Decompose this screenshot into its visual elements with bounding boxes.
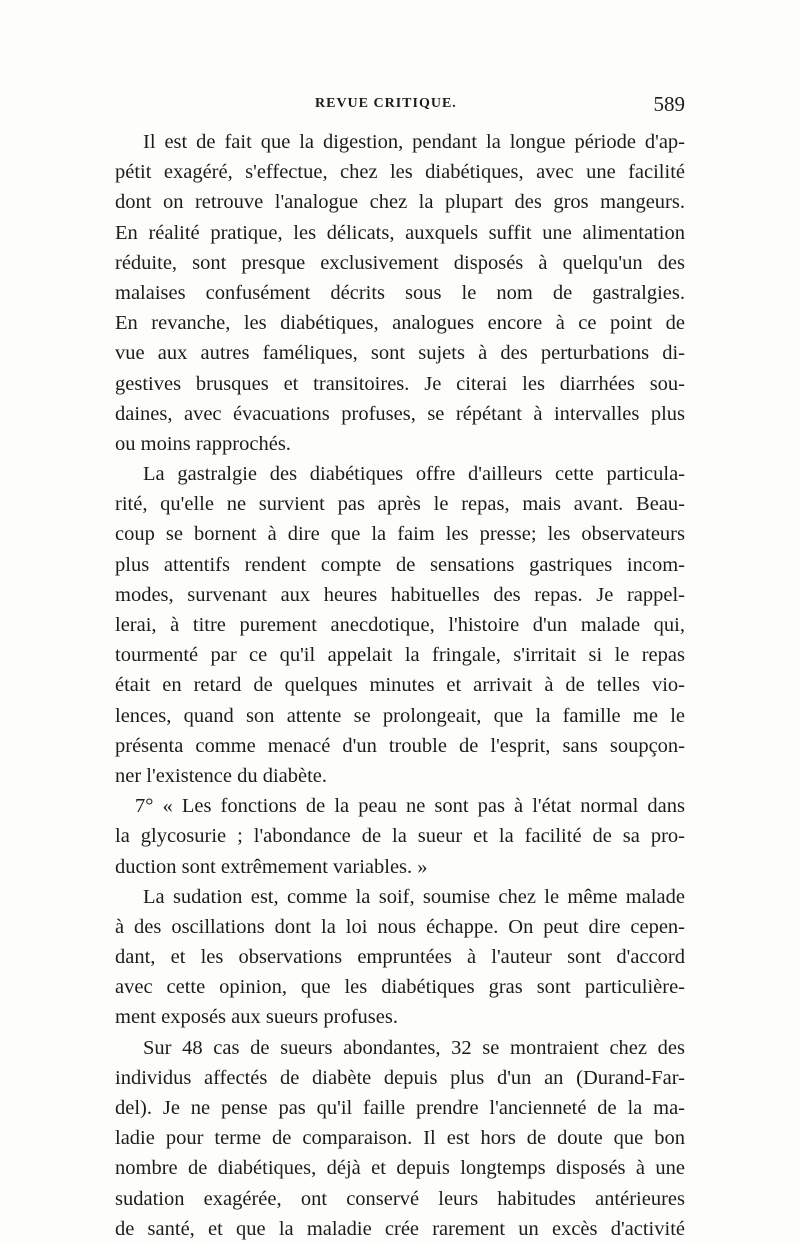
text-line: avec cette opinion, que les diabétiques gras sont particulière- bbox=[115, 976, 685, 999]
text-line: La sudation est, comme la soif, soumise chez le même malade bbox=[143, 885, 685, 908]
text-line: ment exposés aux sueurs profuses. bbox=[115, 1006, 398, 1029]
text-line: réduite, sont presque exclusivement disposés à quelqu'un des bbox=[115, 251, 685, 274]
page-header bbox=[115, 92, 685, 124]
text-line: dont on retrouve l'analogue chez la plupart des gros mangeurs. bbox=[115, 191, 685, 214]
text-line: ou moins rapprochés. bbox=[115, 432, 291, 455]
text-line: pétit exagéré, s'effectue, chez les diabétiques, avec une facilité bbox=[115, 161, 685, 184]
text-line: En revanche, les diabétiques, analogues encore à ce point de bbox=[115, 312, 685, 335]
text-line: rité, qu'elle ne survient pas après le repas, mais avant. Beau- bbox=[115, 493, 685, 516]
text-line: présenta comme menacé d'un trouble de l'esprit, sans soupçon- bbox=[115, 734, 685, 757]
text-line: lences, quand son attente se prolongeait, que la famille me le bbox=[115, 704, 685, 727]
text-line: En réalité pratique, les délicats, auxquels suffit une alimentation bbox=[115, 221, 685, 244]
text-line: del). Je ne pense pas qu'il faille prendre l'ancienneté de la ma- bbox=[115, 1097, 685, 1119]
running-head: REVUE CRITIQUE. bbox=[315, 96, 457, 111]
text-line: individus affectés de diabète depuis plus d'un an (Durand-Far- bbox=[115, 1066, 685, 1089]
text-line: à des oscillations dont la loi nous échappe. On peut dire cepen- bbox=[115, 915, 685, 938]
text-line: la glycosurie ; l'abondance de la sueur et la facilité de sa pro- bbox=[115, 825, 685, 848]
text-line: daines, avec évacuations profuses, se répétant à intervalles plus bbox=[115, 402, 685, 425]
text-line: Il est de fait que la digestion, pendant la longue période d'ap- bbox=[143, 131, 685, 153]
text-line: lerai, à titre purement anecdotique, l'histoire d'un malade qui, bbox=[115, 614, 685, 636]
text-line: malaises confusément décrits sous le nom de gastralgies. bbox=[115, 281, 685, 304]
text-line: ner l'existence du diabète. bbox=[115, 764, 328, 787]
text-line: vue aux autres faméliques, sont sujets à des perturbations di- bbox=[115, 342, 685, 365]
text-line: gestives brusques et transitoires. Je citerai les diarrhées sou- bbox=[115, 372, 685, 395]
text-line: plus attentifs rendent compte de sensations gastriques incom- bbox=[115, 553, 685, 576]
text-line: nombre de diabétiques, déjà et depuis longtemps disposés à une bbox=[115, 1157, 685, 1180]
text-line: sudation exagérée, ont conservé leurs habitudes antérieures bbox=[115, 1187, 685, 1210]
text-line: dant, et les observations empruntées à l'auteur sont d'accord bbox=[115, 946, 685, 969]
text-line: Sur 48 cas de sueurs abondantes, 32 se montraient chez des bbox=[143, 1036, 685, 1059]
body-text bbox=[115, 127, 685, 1244]
text-line: modes, survenant aux heures habituelles des repas. Je rappel- bbox=[115, 583, 685, 606]
text-line: La gastralgie des diabétiques offre d'ailleurs cette particula- bbox=[143, 463, 685, 486]
text-line: ladie pour terme de comparaison. Il est hors de doute que bon bbox=[115, 1127, 685, 1150]
text-line: coup se bornent à dire que la faim les presse; les observateurs bbox=[115, 523, 685, 546]
text-line: était en retard de quelques minutes et arrivait à de telles vio- bbox=[115, 674, 685, 697]
text-line: de santé, et que la maladie crée rarement un excès d'activité bbox=[115, 1217, 685, 1240]
text-line: tourmenté par ce qu'il appelait la fringale, s'irritait si le repas bbox=[115, 644, 685, 667]
page-number: 589 bbox=[653, 92, 685, 116]
text-line: duction sont extrêmement variables. » bbox=[115, 855, 428, 878]
text-line: 7° « Les fonctions de la peau ne sont pas à l'état normal dans bbox=[135, 795, 685, 818]
